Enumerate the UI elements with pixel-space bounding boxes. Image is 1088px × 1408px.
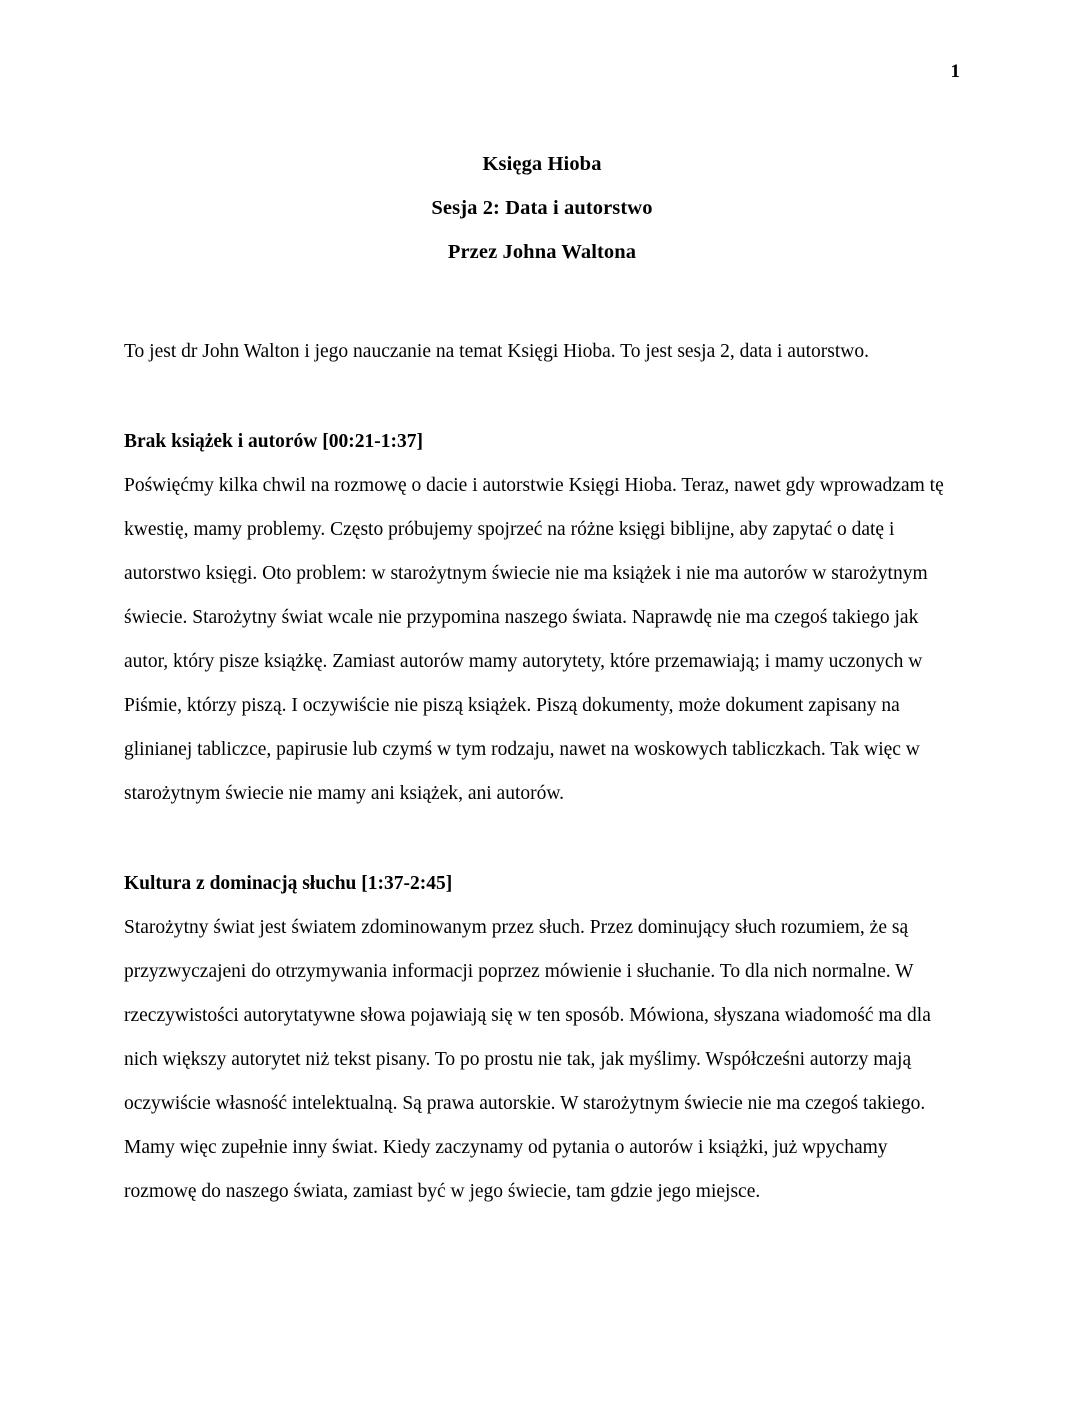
section-heading: Brak książek i autorów [00:21-1:37]: [124, 431, 423, 452]
intro-paragraph: To jest dr John Walton i jego nauczanie na temat Księgi Hioba. To jest sesja 2, data i autorstwo.: [124, 341, 870, 362]
section-heading: Kultura z dominacją słuchu [1:37-2:45]: [124, 873, 453, 894]
document-subtitle-session: Sesja 2: Data i autorstwo: [431, 197, 653, 219]
document-title-block: [124, 142, 960, 274]
page-number: 1: [950, 61, 960, 82]
document-subtitle-author: Przez Johna Waltona: [447, 241, 637, 263]
section-body: Starożytny świat jest światem zdominowanym przez słuch. Przez dominujący słuch rozumiem, że są przyzwyczajeni do otrzymywania informacji poprzez mówienie i słuchanie. To dla nich normalne. W rzeczywistości autorytatywne słowa pojawiają się w ten sposób. Mówiona, słyszana wiadomość ma dla nich większy autorytet niż tekst pisany. To po prostu nie tak, jak myślimy. Współcześni autorzy mają oczywiście własność intelektualną. Są prawa autorskie. W starożytnym świecie nie ma czegoś takiego. Mamy więc zupełnie inny świat. Kiedy zaczynamy od pytania o autorów i książki, już wpychamy rozmowę do naszego świata, zamiast być w jego świecie, tam gdzie jego miejsce.: [124, 917, 931, 1202]
document-title: Księga Hioba: [482, 153, 602, 175]
section-kultura-sluchu: [124, 862, 960, 1214]
section-brak-ksiazek: [124, 420, 960, 816]
section-body: Poświęćmy kilka chwil na rozmowę o dacie i autorstwie Księgi Hioba. Teraz, nawet gdy wprowadzam tę kwestię, mamy problemy. Często próbujemy spojrzeć na różne księgi biblijne, aby zapytać o datę i autorstwo księgi. Oto problem: w starożytnym świecie nie ma książek i nie ma autorów w starożytnym świecie. Starożytny świat wcale nie przypomina naszego świata. Naprawdę nie ma czegoś takiego jak autor, który pisze książkę. Zamiast autorów mamy autorytety, które przemawiają; i mamy uczonych w Piśmie, którzy piszą. I oczywiście nie piszą książek. Piszą dokumenty, może dokument zapisany na glinianej tabliczce, papirusie lub czymś w tym rodzaju, nawet na woskowych tabliczkach. Tak więc w starożytnym świecie nie mamy ani książek, ani autorów.: [124, 475, 944, 804]
